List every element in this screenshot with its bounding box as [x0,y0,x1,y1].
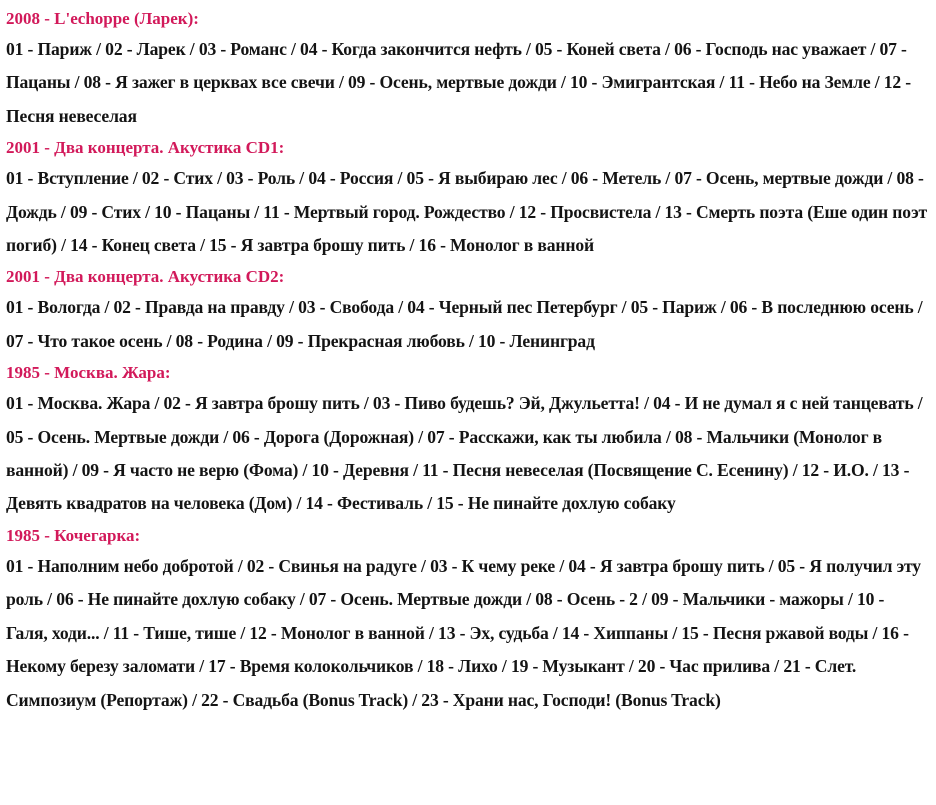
track-item: 11 - Мертвый город. Рождество [263,201,506,222]
album-block-2001-acoustic-cd1 [6,133,928,262]
track-item: 09 - Прекрасная любовь [276,330,465,351]
track-item: 17 - Время колокольчиков [208,656,414,677]
track-item: 03 - К чему реке [430,555,556,576]
track-item: 02 - Я завтра брошу пить [163,393,360,414]
track-item: 08 - Родина [175,330,263,351]
track-item: 08 - Дождь [6,168,924,222]
album-block-1985-kochegarka [6,521,928,717]
track-item: 10 - Деревня [311,460,409,481]
track-item: 15 - Я завтра брошу пить [209,235,406,256]
track-item: 09 - Осень, мертвые дожди [347,72,557,93]
track-item: 07 - Осень, мертвые дожди [674,168,884,189]
track-item: 02 - Свинья на радуге [246,555,417,576]
track-item: 04 - Когда закончится нефть [300,39,522,59]
track-item: 05 - Я получил эту роль [6,555,921,610]
track-item: 05 - Коней света [535,39,661,59]
album-tracklist: 01 - Наполним небо добротой / 02 - Свинья на радуге / 03 - К чему реке / 04 - Я завтра брошу пить / 05 - Я получил эту роль / 06 - Не пинайте дохлую собаку / 07 - Осень. Мертвые дожди / 08 - Осень - 2 / 09 - Мальчики - мажоры / 10 - Галя, ходи... / 11 - Тише, тише / 12 - Монолог в ванной / 13 - Эх, судьба / 14 - Хиппаны / 15 - Песня ржавой воды / 16 - Некому березу заломати / 17 - Время колокольчиков / 18 - Лихо / 19 - Музыкант / 20 - Час прилива / 21 - Слет. Симпозиум (Репортаж) / 22 - Свадьба (Bonus Track) / 23 - Храни нас, Господи! (Bonus Track) [6,555,921,710]
track-item: 01 - Париж [6,39,92,59]
track-item: 02 - Правда на правду [113,297,285,318]
track-item: 04 - И не думал я с ней танцевать [653,393,914,414]
track-item: 13 - Девять квадратов на человека (Дом) [6,460,910,514]
track-item: 10 - Галя, ходи... [6,589,885,643]
track-item: 14 - Конец света [70,235,196,256]
track-item: 14 - Хиппаны [561,622,669,643]
track-item: 05 - Осень. Мертвые дожди [6,426,220,447]
track-item: 09 - Я часто не верю (Фома) [81,460,299,481]
track-item: 06 - В последнюю осень [729,297,914,318]
album-title: 2008 - L'echoppe (Ларек): [6,9,199,28]
track-item: 14 - Фестиваль [305,493,423,514]
album-title: 1985 - Кочегарка: [6,525,141,545]
album-block-2001-acoustic-cd2 [6,262,928,358]
track-item: 09 - Мальчики - мажоры [651,589,844,610]
track-item: 05 - Париж [630,297,717,318]
album-tracklist: 01 - Вологда / 02 - Правда на правду / 03 - Свобода / 04 - Черный пес Петербург / 05 - Париж / 06 - В последнюю осень / 07 - Что такое осень / 08 - Родина / 09 - Прекрасная любовь / 10 - Ленинград [6,297,923,351]
track-item: 11 - Песня невеселая (Посвящение С. Есенину) [422,460,789,481]
track-item: 22 - Свадьба (Bonus Track) [201,689,409,710]
track-item: 03 - Роль [226,168,296,189]
album-tracklist: 01 - Париж / 02 - Ларек / 03 - Романс / 04 - Когда закончится нефть / 05 - Коней света / 06 - Господь нас уважает / 07 - Пацаны / 08 - Я зажег в церквах все свечи / 09 - Осень, мертвые дожди / 10 - Эмигрантская / 11 - Небо на Земле / 12 - Песня невеселая [6,39,912,126]
track-item: 01 - Наполним небо добротой [6,555,234,576]
track-item: 07 - Осень. Мертвые дожди [308,589,523,610]
track-item: 02 - Ларек [105,39,186,59]
track-item: 07 - Пацаны [6,39,907,93]
track-item: 21 - Слет. Симпозиум (Репортаж) [6,656,857,710]
track-item: 15 - Песня ржавой воды [681,622,869,643]
track-item: 01 - Москва. Жара [6,393,151,414]
track-item: 05 - Я выбираю лес [406,168,558,189]
track-item: 07 - Что такое осень [6,330,163,351]
track-item: 01 - Вступление [6,168,129,189]
track-item: 04 - Черный пес Петербург [407,297,618,318]
track-item: 11 - Тише, тише [112,622,237,643]
track-item: 11 - Небо на Земле [728,72,871,93]
track-item: 10 - Пацаны [154,201,251,222]
album-block-1985-moskva-zhara [6,358,928,521]
track-item: 16 - Монолог в ванной [418,235,594,256]
track-item: 09 - Стих [69,201,141,222]
track-item: 02 - Стих [141,168,213,189]
album-tracklist: 01 - Вступление / 02 - Стих / 03 - Роль / 04 - Россия / 05 - Я выбираю лес / 06 - Метель / 07 - Осень, мертвые дожди / 08 - Дождь / 09 - Стих / 10 - Пацаны / 11 - Мертвый город. Рождество / 12 - Просвистела / 13 - Смерть поэта (Еше один поэт погиб) / 14 - Конец света / 15 - Я завтра брошу пить / 16 - Монолог в ванной [6,168,928,256]
track-item: 08 - Я зажег в церквах все свечи [83,72,335,93]
track-item: 20 - Час прилива [637,656,771,677]
album-tracklist: 01 - Москва. Жара / 02 - Я завтра брошу пить / 03 - Пиво будешь? Эй, Джульетта! / 04 - И не думал я с ней танцевать / 05 - Осень. Мертвые дожди / 06 - Дорога (Дорожная) / 07 - Расскажи, как ты любила / 08 - Мальчики (Монолог в ванной) / 09 - Я часто не верю (Фома) / 10 - Деревня / 11 - Песня невеселая (Посвящение С. Есенину) / 12 - И.О. / 13 - Девять квадратов на человека (Дом) / 14 - Фестиваль / 15 - Не пинайте дохлую собаку [6,393,923,514]
track-item: 13 - Эх, судьба [438,622,549,643]
track-item: 03 - Романс [198,39,287,59]
track-item: 06 - Не пинайте дохлую собаку [56,589,296,610]
track-item: 12 - Монолог в ванной [249,622,425,643]
track-item: 23 - Храни нас, Господи! (Bonus Track) [421,689,721,710]
track-item: 16 - Некому березу заломати [6,622,909,677]
track-item: 06 - Дорога (Дорожная) [232,426,414,447]
track-item: 03 - Свобода [298,297,394,318]
track-item: 12 - Песня невеселая [6,72,912,126]
track-item: 13 - Смерть поэта (Еше один поэт погиб) [6,201,928,256]
track-item: 01 - Вологда [6,297,101,318]
album-title: 2001 - Два концерта. Акустика CD2: [6,267,285,287]
track-item: 06 - Метель [570,168,662,189]
track-item: 07 - Расскажи, как ты любила [427,426,662,447]
track-item: 06 - Господь нас уважает [674,39,867,59]
track-item: 10 - Эмигрантская [569,72,716,93]
album-title: 1985 - Москва. Жара: [6,363,171,383]
album-block-2008-lechoppe [6,4,928,133]
track-item: 19 - Музыкант [510,656,625,677]
track-item: 08 - Мальчики (Монолог в ванной) [6,426,883,481]
track-item: 04 - Я завтра брошу пить [568,555,765,576]
track-item: 04 - Россия [308,168,394,189]
track-item: 12 - И.О. [801,460,869,481]
track-item: 10 - Ленинград [477,330,595,351]
track-item: 12 - Просвистела [518,201,652,222]
album-title: 2001 - Два концерта. Акустика CD1: [6,138,285,158]
track-item: 18 - Лихо [426,656,498,677]
track-item: 03 - Пиво будешь? Эй, Джульетта! [372,393,640,414]
track-item: 15 - Не пинайте дохлую собаку [436,493,676,514]
track-item: 08 - Осень - 2 [535,589,638,610]
